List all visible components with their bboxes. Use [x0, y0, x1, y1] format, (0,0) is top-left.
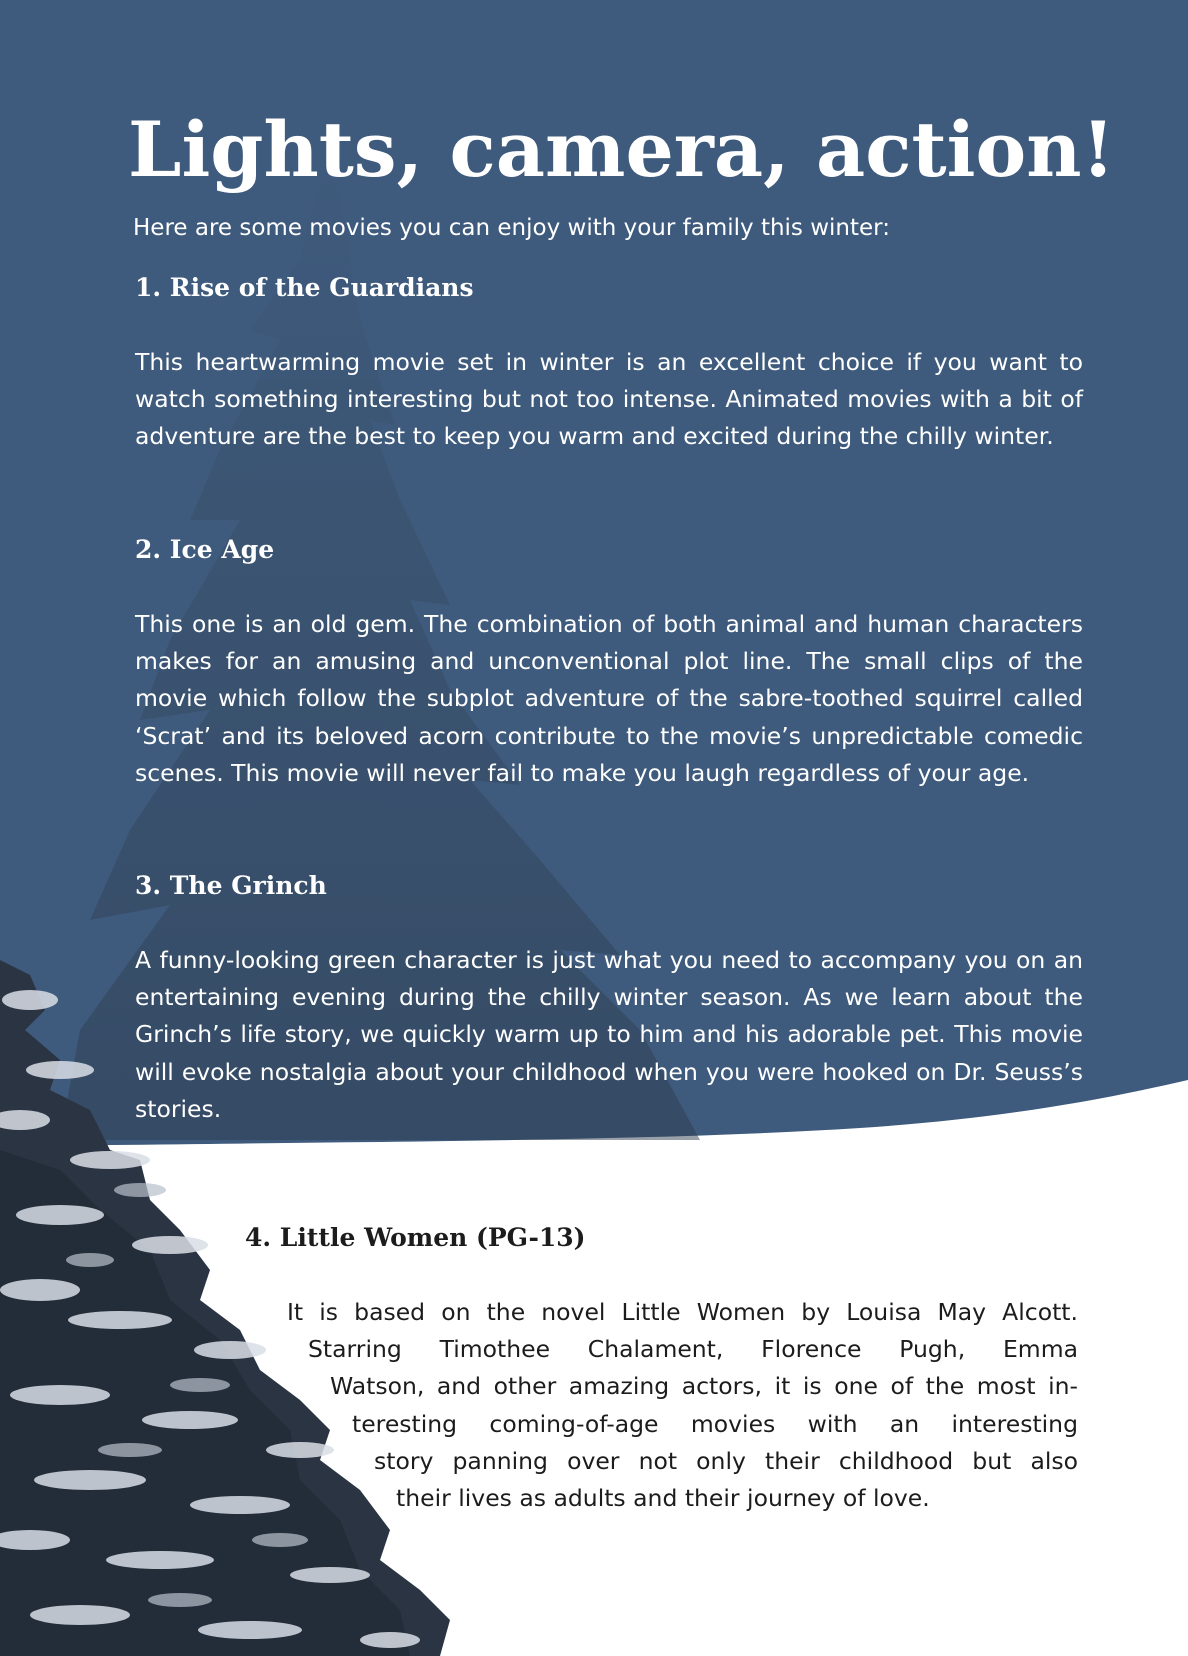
page-subtitle: Here are some movies you can enjoy with your family this winter: [133, 215, 890, 241]
movie-description-2: This one is an old gem. The combination of both animal and human characters makes for an amusing and unconventional plot line. The small clips of the movie which follow the subplot adventure of the sabre-toothed squirrel called ‘Scrat’ and its beloved acorn contribute to the movie’s unpredictable comedic scenes. This movie will never fail to make you laugh regardless of your age. [135, 610, 1083, 787]
description-4-line: their lives as adults and their journey of love. [396, 1483, 930, 1512]
movie-description-1: This heartwarming movie set in winter is an excellent choice if you want to watch something interesting but not too intense. Animated movies with a bit of adventure are the best to keep you warm and excited during the chilly winter. [135, 348, 1083, 451]
description-4-line: Starring Timothee Chalament, Florence Pugh, Emma [308, 1335, 1078, 1364]
movie-heading-2: 2. Ice Age [135, 535, 275, 564]
movie-heading-1: 1. Rise of the Guardians [135, 273, 474, 302]
movie-description-4 [0, 1294, 1078, 1517]
description-4-line: Watson, and other amazing actors, it is one of the most in- [330, 1372, 1078, 1401]
description-4-line: story panning over not only their childhood but also [374, 1446, 1078, 1475]
movie-heading-4: 4. Little Women (PG-13) [245, 1223, 586, 1252]
movie-description-3: A funny-looking green character is just what you need to accompany you on an entertaining evening during the chilly winter season. As we learn about the Grinch’s life story, we quickly warm up to him and his adorable pet. This movie will evoke nostalgia about your childhood when you were hooked on Dr. Seuss’s stories. [135, 946, 1083, 1123]
page-title: Lights, camera, action! [128, 105, 1115, 194]
description-4-line: teresting coming-of-age movies with an interesting [352, 1409, 1078, 1438]
movie-heading-3: 3. The Grinch [135, 871, 327, 900]
description-4-line: It is based on the novel Little Women by Louisa May Alcott. [287, 1298, 1078, 1326]
